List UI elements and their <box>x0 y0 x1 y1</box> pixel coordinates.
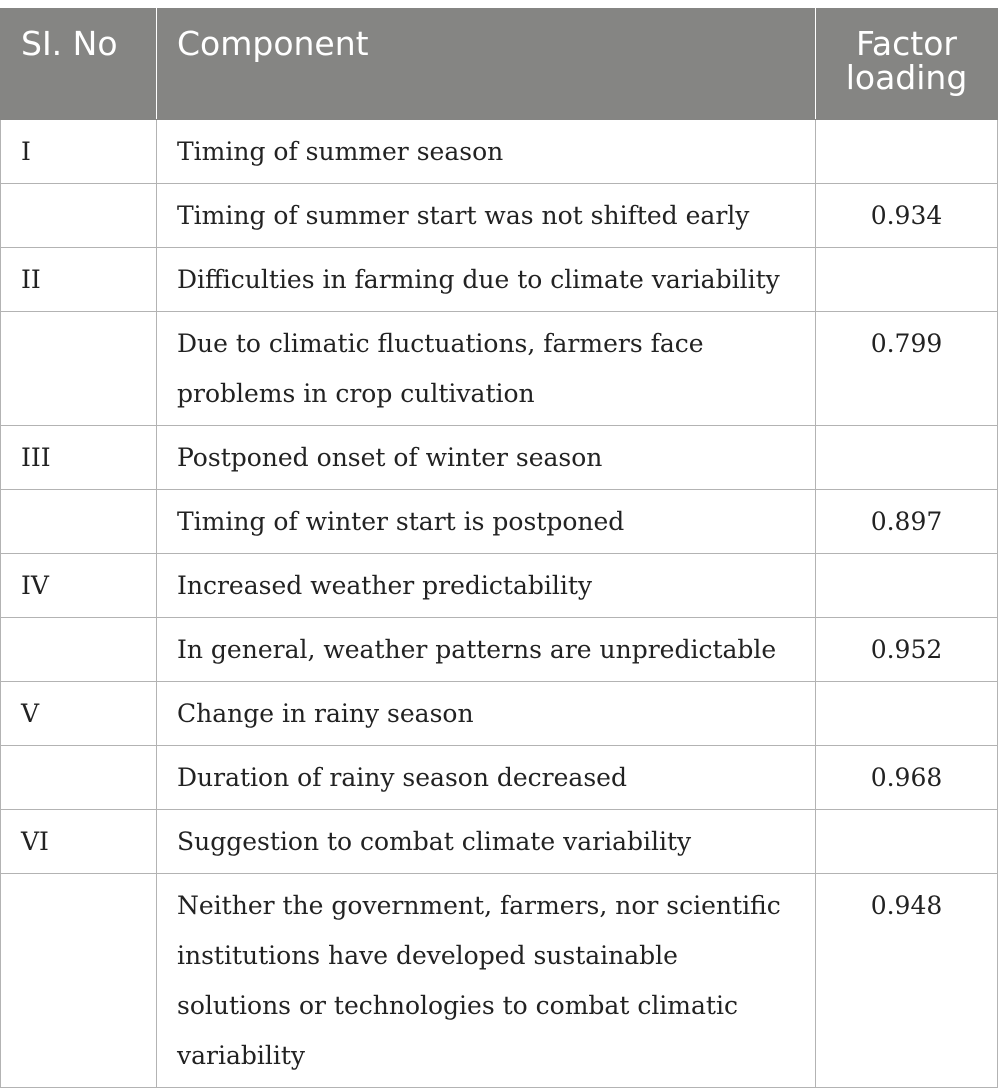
cell-component: Neither the government, farmers, nor scientific institutions have developed sustainable solutions or technologies to combat climatic variability <box>157 874 816 1088</box>
header-component: Component <box>157 9 816 120</box>
cell-loading <box>816 810 998 874</box>
cell-component: Due to climatic fluctuations, farmers face problems in crop cultivation <box>157 312 816 426</box>
table-row <box>1 426 998 490</box>
table-row <box>1 248 998 312</box>
table-row <box>1 746 998 810</box>
cell-sl-no <box>1 746 157 810</box>
header-sl-no: SI. No <box>1 9 157 120</box>
factor-loading-table <box>0 8 998 1088</box>
table-row <box>1 810 998 874</box>
cell-component: Suggestion to combat climate variability <box>157 810 816 874</box>
table-header <box>1 9 998 120</box>
header-factor-loading: Factor loading <box>816 9 998 120</box>
cell-loading <box>816 120 998 184</box>
cell-sl-no <box>1 184 157 248</box>
table-row <box>1 554 998 618</box>
cell-component: Timing of winter start is postponed <box>157 490 816 554</box>
cell-loading <box>816 554 998 618</box>
header-row <box>1 9 998 120</box>
table-row <box>1 682 998 746</box>
cell-sl-no: II <box>1 248 157 312</box>
cell-component: Change in rainy season <box>157 682 816 746</box>
cell-sl-no: V <box>1 682 157 746</box>
cell-loading: 0.952 <box>816 618 998 682</box>
cell-loading: 0.934 <box>816 184 998 248</box>
table-row <box>1 490 998 554</box>
cell-loading <box>816 426 998 490</box>
cell-component: In general, weather patterns are unpredictable <box>157 618 816 682</box>
table-row <box>1 120 998 184</box>
cell-component: Duration of rainy season decreased <box>157 746 816 810</box>
table-row <box>1 312 998 426</box>
cell-loading: 0.897 <box>816 490 998 554</box>
cell-sl-no <box>1 490 157 554</box>
table-body <box>1 120 998 1088</box>
cell-component: Timing of summer start was not shifted early <box>157 184 816 248</box>
cell-loading <box>816 248 998 312</box>
cell-sl-no <box>1 618 157 682</box>
cell-component: Difficulties in farming due to climate variability <box>157 248 816 312</box>
cell-sl-no: I <box>1 120 157 184</box>
cell-component: Postponed onset of winter season <box>157 426 816 490</box>
cell-sl-no <box>1 874 157 1088</box>
cell-loading: 0.968 <box>816 746 998 810</box>
cell-loading <box>816 682 998 746</box>
cell-sl-no: VI <box>1 810 157 874</box>
cell-sl-no: IV <box>1 554 157 618</box>
cell-component: Timing of summer season <box>157 120 816 184</box>
cell-sl-no: III <box>1 426 157 490</box>
table-row <box>1 184 998 248</box>
cell-component: Increased weather predictability <box>157 554 816 618</box>
cell-loading: 0.799 <box>816 312 998 426</box>
table-row <box>1 618 998 682</box>
table-row <box>1 874 998 1088</box>
cell-sl-no <box>1 312 157 426</box>
cell-loading: 0.948 <box>816 874 998 1088</box>
